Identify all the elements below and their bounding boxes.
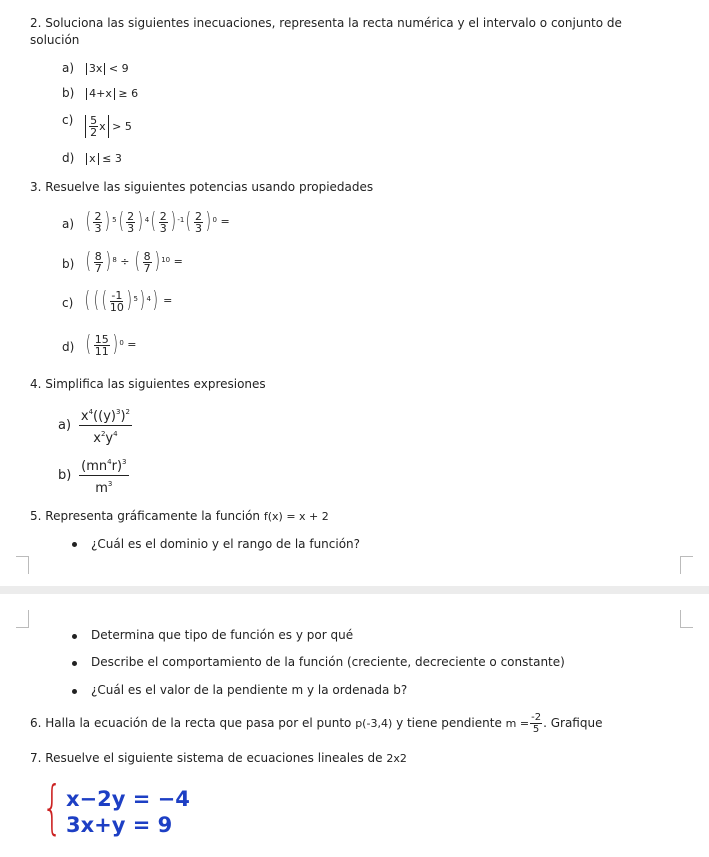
math-token: 4 — [113, 430, 118, 438]
math-token: -1 — [111, 288, 123, 302]
math-token: 3 — [159, 221, 167, 235]
q5-title — [30, 509, 329, 524]
math-token: x — [93, 431, 101, 446]
math-token: 7 — [94, 261, 102, 275]
math-token: 10 — [161, 256, 171, 264]
math-token: x — [80, 409, 89, 424]
math-token: < 9 — [108, 62, 129, 75]
q2-title-cont: solución — [30, 33, 80, 47]
bullet-icon — [72, 689, 77, 694]
math-token: 0 — [119, 339, 124, 347]
math-token: 2 — [90, 126, 98, 139]
math-token: ÷ — [120, 255, 130, 268]
math-token: 3 — [122, 458, 127, 466]
math-token: 2 — [127, 209, 135, 223]
q5-bullet-1: ¿Cuál es el dominio y el rango de la función? — [91, 537, 361, 551]
math-token: 6. Halla la ecuación de la recta que pasa por el punto — [30, 716, 352, 730]
bullet-icon — [72, 634, 77, 639]
q2-item-c — [62, 113, 132, 138]
brace-icon: { — [42, 773, 63, 841]
math-token: -2 — [531, 712, 542, 723]
q3-item-b: b) ( $\frac{8}{7}$ ) 8 ÷ ( $\frac{8}{7}$ ) 10 = — [62, 248, 183, 278]
math-token: 5 — [532, 724, 540, 735]
math-token: f(x) = x + 2 — [263, 510, 329, 523]
math-token: a) — [62, 61, 75, 75]
q4-item-a — [58, 404, 132, 447]
math-token: c) — [62, 296, 74, 310]
q7-text — [30, 751, 407, 766]
math-token: . Grafique — [543, 716, 603, 730]
math-token: 4 — [107, 458, 112, 466]
math-token: 8 — [94, 249, 102, 263]
q2-item-a — [62, 61, 129, 76]
math-token: x — [99, 120, 106, 133]
q3-item-d: d) ( $\frac{15}{11}$ ) 0 = — [62, 331, 137, 361]
math-token: m — [95, 481, 108, 496]
math-token: b) — [62, 257, 75, 271]
math-token: 3 — [127, 221, 135, 235]
math-token: a) — [58, 418, 72, 433]
q2-title: 2. Soluciona las siguientes inecuaciones, representa la recta numérica y el intervalo o conjunto de — [30, 16, 622, 30]
math-token: = — [220, 215, 230, 228]
q4-title: 4. Simplifica las siguientes expresiones — [30, 377, 266, 391]
math-token: x — [86, 153, 99, 165]
math-token: 3x — [86, 63, 106, 75]
math-token: 8 — [112, 256, 117, 264]
equation-1: x−2y = −4 — [66, 787, 190, 811]
math-token: 2 — [159, 209, 167, 223]
page-corner-mark — [680, 610, 693, 628]
math-token: 8 — [143, 249, 151, 263]
math-token: 7 — [143, 261, 151, 275]
math-token: b) — [62, 86, 75, 100]
math-token: 0 — [212, 216, 218, 224]
math-token: 5 — [112, 216, 117, 224]
math-token: 2x2 — [386, 752, 407, 765]
q2-item-d — [62, 151, 122, 166]
math-token: 3 — [115, 408, 121, 416]
math-token: a) — [62, 217, 75, 231]
q3-title: 3. Resuelve las siguientes potencias usando propiedades — [30, 180, 374, 194]
math-token: = — [127, 338, 137, 351]
page-corner-mark — [16, 556, 29, 574]
math-token: 4 — [146, 295, 152, 303]
math-token: -1 — [177, 216, 185, 224]
q5-bullet-2: Determina que tipo de función es y por qué — [91, 628, 354, 642]
math-token: 15 — [94, 332, 109, 346]
math-token: > 5 — [112, 119, 132, 133]
math-token: 4+x — [86, 88, 115, 100]
math-token: p(-3,4) — [355, 717, 393, 730]
equation-system — [42, 773, 190, 841]
math-token: ) — [120, 409, 126, 424]
equation-2: 3x+y = 9 — [66, 813, 173, 837]
q5-bullet-4: ¿Cuál es el valor de la pendiente m y la ordenada b? — [91, 683, 408, 697]
page-corner-mark — [16, 610, 29, 628]
math-token: 7. Resuelve el siguiente sistema de ecuaciones lineales de — [30, 751, 383, 765]
bullet-icon — [72, 542, 77, 547]
math-token: 5 — [133, 295, 138, 303]
math-token: d) — [62, 340, 75, 354]
q6-text — [30, 709, 602, 738]
math-token: 11 — [94, 344, 109, 358]
q4-item-b — [58, 454, 129, 497]
math-token: 4 — [88, 408, 94, 416]
q3-item-c: c) ( ( ( $\frac{-1}{10}$ ) 5 ) 4 ) = — [62, 287, 172, 317]
math-token: b) — [58, 468, 72, 483]
page-corner-mark — [680, 556, 693, 574]
math-token: 4 — [144, 216, 150, 224]
math-token: m = — [505, 717, 530, 730]
math-token: ((y) — [93, 409, 116, 424]
page-break-separator — [0, 586, 709, 594]
math-token: ≥ 6 — [118, 87, 139, 100]
math-token: (mn — [81, 459, 108, 474]
math-token: c) — [62, 113, 74, 127]
math-token: 2 — [94, 209, 102, 223]
math-token: = — [173, 255, 183, 268]
math-token: = — [163, 294, 173, 307]
math-token: 10 — [109, 300, 124, 314]
math-token: 3 — [194, 221, 202, 235]
math-token: y tiene pendiente — [396, 716, 502, 730]
math-token: 2 — [194, 209, 202, 223]
q2-item-b — [62, 86, 138, 101]
math-token: 3 — [94, 221, 102, 235]
bullet-icon — [72, 661, 77, 666]
math-token: 2 — [125, 408, 130, 416]
math-token: 5. Representa gráficamente la función — [30, 509, 261, 523]
math-token: 2 — [100, 430, 106, 438]
math-token: ≤ 3 — [102, 152, 122, 165]
math-token: r) — [111, 459, 123, 474]
math-token: d) — [62, 151, 75, 165]
q5-bullet-3: Describe el comportamiento de la función (creciente, decreciente o constante) — [91, 655, 565, 669]
q3-item-a: a) ( $\frac{2}{3}$ ) 5 ( $\frac{2}{3}$ ) 4 ( $\frac{2}{3}$ ) -1 ( $\frac{2}{3}$ ) 0 = — [62, 208, 230, 238]
math-token: 5 — [90, 114, 98, 127]
math-token: y — [105, 431, 114, 446]
math-token: 3 — [107, 480, 113, 488]
